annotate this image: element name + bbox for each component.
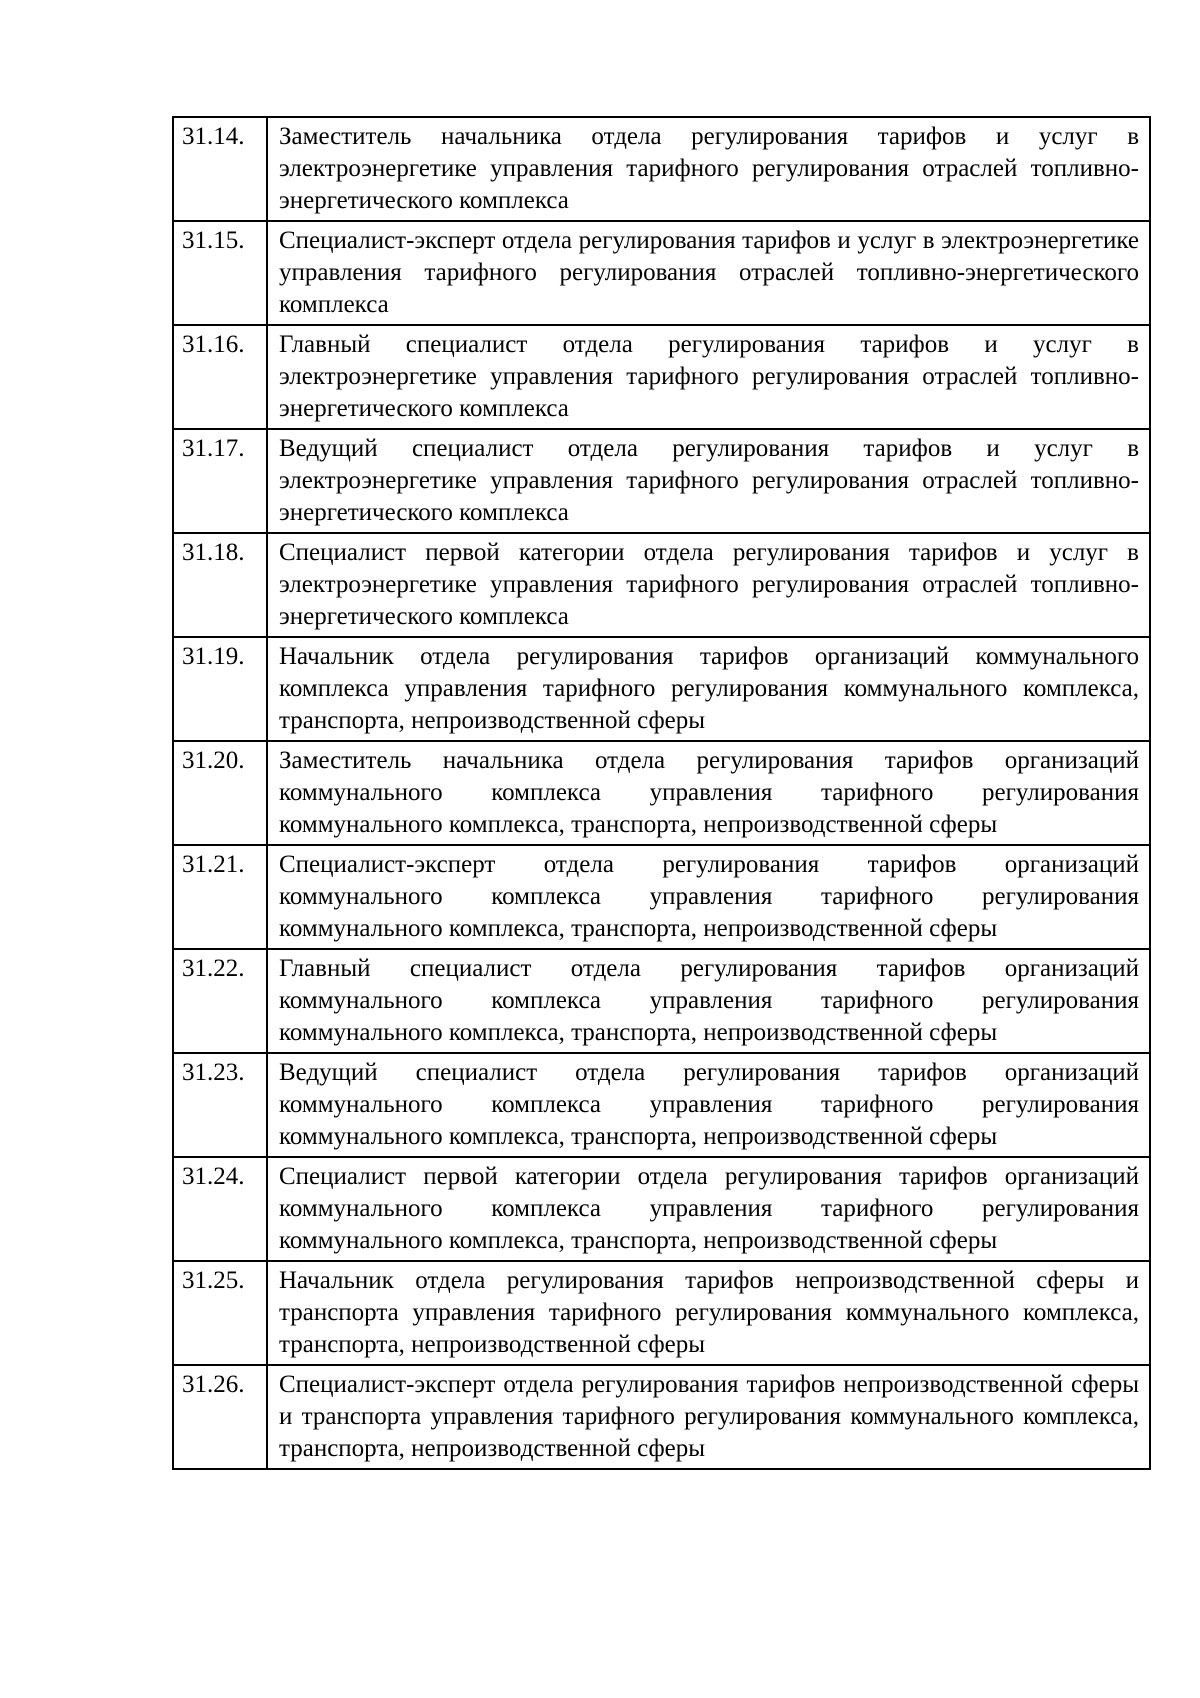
- table-row: [173, 325, 1150, 429]
- position-title: Главный специалист отдела регулирования тарифов и услуг в электроэнергетике управления тарифного регулирования отраслей топливно-энергетического комплекса: [267, 325, 1150, 429]
- table-row: [173, 1261, 1150, 1365]
- position-title: Начальник отдела регулирования тарифов непроизводственной сферы и транспорта управления тарифного регулирования коммунального комплекса, транспорта, непроизводственной сферы: [267, 1261, 1150, 1365]
- position-title: Ведущий специалист отдела регулирования тарифов организаций коммунального комплекса управления тарифного регулирования коммунального комплекса, транспорта, непроизводственной сферы: [267, 1053, 1150, 1157]
- row-number: 31.22.: [173, 949, 267, 1053]
- position-title: Специалист-эксперт отдела регулирования тарифов непроизводственной сферы и транспорта управления тарифного регулирования коммунального комплекса, транспорта, непроизводственной сферы: [267, 1365, 1150, 1469]
- row-number: 31.16.: [173, 325, 267, 429]
- position-title: Специалист-эксперт отдела регулирования тарифов и услуг в электроэнергетике управления тарифного регулирования отраслей топливно-энергетического комплекса: [267, 221, 1150, 325]
- table-row: [173, 533, 1150, 637]
- row-number: 31.18.: [173, 533, 267, 637]
- position-title: Специалист первой категории отдела регулирования тарифов и услуг в электроэнергетике управления тарифного регулирования отраслей топливно-энергетического комплекса: [267, 533, 1150, 637]
- table-row: [173, 637, 1150, 741]
- row-number: 31.19.: [173, 637, 267, 741]
- row-number: 31.14.: [173, 117, 267, 221]
- position-title: Начальник отдела регулирования тарифов организаций коммунального комплекса управления тарифного регулирования коммунального комплекса, транспорта, непроизводственной сферы: [267, 637, 1150, 741]
- row-number: 31.15.: [173, 221, 267, 325]
- position-title: Заместитель начальника отдела регулирования тарифов и услуг в электроэнергетике управления тарифного регулирования отраслей топливно-энергетического комплекса: [267, 117, 1150, 221]
- table-row: [173, 949, 1150, 1053]
- table-row: [173, 117, 1150, 221]
- table-row: [173, 1157, 1150, 1261]
- table-row: [173, 1053, 1150, 1157]
- row-number: 31.26.: [173, 1365, 267, 1469]
- position-title: Специалист-эксперт отдела регулирования тарифов организаций коммунального комплекса управления тарифного регулирования коммунального комплекса, транспорта, непроизводственной сферы: [267, 845, 1150, 949]
- table-row: [173, 221, 1150, 325]
- row-number: 31.20.: [173, 741, 267, 845]
- position-title: Заместитель начальника отдела регулирования тарифов организаций коммунального комплекса управления тарифного регулирования коммунального комплекса, транспорта, непроизводственной сферы: [267, 741, 1150, 845]
- table-row: [173, 845, 1150, 949]
- row-number: 31.21.: [173, 845, 267, 949]
- positions-table-body: [173, 117, 1150, 1469]
- position-title: Главный специалист отдела регулирования тарифов организаций коммунального комплекса управления тарифного регулирования коммунального комплекса, транспорта, непроизводственной сферы: [267, 949, 1150, 1053]
- position-title: Специалист первой категории отдела регулирования тарифов организаций коммунального комплекса управления тарифного регулирования коммунального комплекса, транспорта, непроизводственной сферы: [267, 1157, 1150, 1261]
- position-title: Ведущий специалист отдела регулирования тарифов и услуг в электроэнергетике управления тарифного регулирования отраслей топливно-энергетического комплекса: [267, 429, 1150, 533]
- row-number: 31.23.: [173, 1053, 267, 1157]
- table-row: [173, 429, 1150, 533]
- table-row: [173, 741, 1150, 845]
- row-number: 31.25.: [173, 1261, 267, 1365]
- positions-table: [172, 116, 1151, 1470]
- row-number: 31.24.: [173, 1157, 267, 1261]
- table-row: [173, 1365, 1150, 1469]
- row-number: 31.17.: [173, 429, 267, 533]
